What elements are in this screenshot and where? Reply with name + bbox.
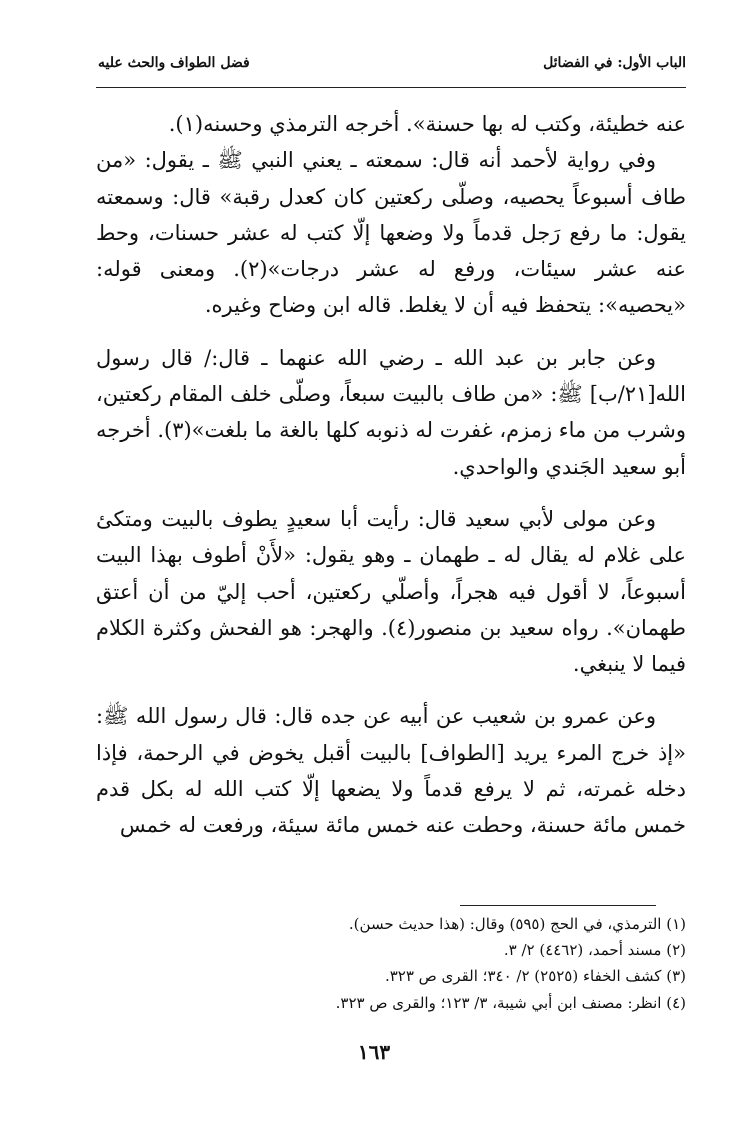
paragraph-gap [96,485,686,501]
footnotes [96,911,686,1016]
paragraph-1: عنه خطيئة، وكتب له بها حسنة». أخرجه الترمذي وحسنه(١). [168,112,686,136]
paragraph-5: وعن عمرو بن شعيب عن أبيه عن جده قال: قال رسول الله ﷺ: «إذ خرج المرء يريد [الطواف] بالبيت أقبل يخوض في الرحمة، فإذا دخله غمرته، ثم لا يرفع قدماً ولا يضعها إلّا كتب الله له بكل قدم خمس مائة حسنة، وحطت عنه خمس مائة سيئة، ورفعت له خمس [96,704,686,838]
footnote-2: (٢) مسند أحمد، (٤٤٦٢) ٢/ ٣. [503,941,686,960]
paragraph-gap [96,682,686,698]
paragraph-3: وعن جابر بن عبد الله ـ رضي الله عنهما ـ قال:/ قال رسول الله[٢١/ب] ﷺ: «من طاف بالبيت سبعاً، وصلّى خلف المقام ركعتين، وشرب من ماء زمزم، غفرت له ذنوبه كلها بالغة ما بلغت»(٣). أخرجه أبو سعيد الجَندي والواحدي. [96,345,687,479]
running-header-section: فضل الطواف والحث عليه [98,55,250,71]
main-text [96,106,686,844]
running-header-chapter: الباب الأول: في الفضائل [543,55,686,71]
footnote-divider [460,905,656,906]
page-number: ١٦٣ [357,1040,391,1064]
footnote-3: (٣) كشف الخفاء (٢٥٢٥) ٢/ ٣٤٠؛ القرى ص ٣٢٣. [384,967,686,986]
footnote-4: (٤) انظر: مصنف ابن أبي شيبة، ٣/ ١٢٣؛ والقرى ص ٣٢٣. [335,993,686,1012]
paragraph-gap [96,324,686,340]
paragraph-2: وفي رواية لأحمد أنه قال: سمعته ـ يعني النبي ﷺ ـ يقول: «من طاف أسبوعاً يحصيه، وصلّى ركعتين كان كعدل رقبة» قال: وسمعته يقول: ما رفع رَجل قدماً ولا وضعها إلّا كتب له عشر حسنات، وحط عنه عشر سيئات، ورفع له عشر درجات»(٢). ومعنى قوله: «يحصيه»: يتحفظ فيه أن لا يغلط. قاله ابن وضاح وغيره. [96,148,686,318]
paragraph-4: وعن مولى لأبي سعيد قال: رأيت أبا سعيدٍ يطوف بالبيت ومتكئ على غلام له يقال له ـ طهمان ـ وهو يقول: «لأَنْ أطوف بهذا البيت أسبوعاً، لا أقول فيه هجراً، وأصلّي ركعتين، أحب إليّ من أن أعتق طهمان». رواه سعيد بن منصور(٤). والهجر: هو الفحش وكثرة الكلام فيما لا ينبغي. [96,506,686,677]
header-divider [96,87,686,88]
footnote-1: (١) الترمذي، في الحج (٥٩٥) وقال: (هذا حديث حسن). [348,915,686,933]
